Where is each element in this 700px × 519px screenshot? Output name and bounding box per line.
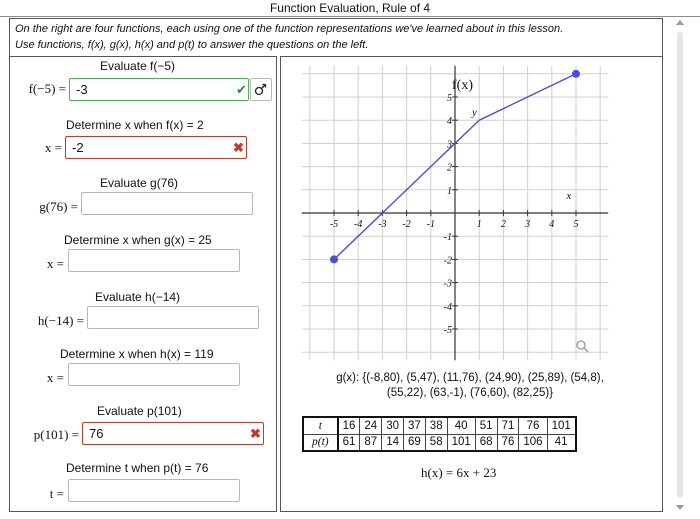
- question-5-label: h(−14) =: [37, 313, 84, 328]
- y-tick-label: -3: [443, 278, 452, 290]
- question-8-input[interactable]: [68, 479, 240, 502]
- instructions-line-2: Use functions, f(x), g(x), h(x) and p(t) to answer the questions on the left.: [15, 39, 369, 51]
- y-tick-label: -5: [443, 325, 452, 336]
- p-table-t-cell: 38: [425, 417, 447, 434]
- incorrect-x-icon: ✖: [250, 426, 261, 441]
- question-3-input[interactable]: [81, 192, 253, 215]
- y-tick-label: -1: [443, 232, 452, 244]
- x-tick-label: -5: [329, 219, 339, 230]
- y-tick-label: 5: [447, 93, 452, 104]
- p-table-p-cell: 69: [404, 434, 426, 451]
- x-tick-label: 5: [573, 219, 579, 230]
- p-table-t-header: t: [303, 417, 338, 434]
- correct-check-icon: ✔: [236, 82, 247, 97]
- question-3-label: g(76) =: [39, 199, 78, 214]
- f-endpoint: [330, 255, 338, 263]
- x-tick-label: 3: [525, 219, 531, 230]
- x-tick-label: 1: [476, 219, 482, 230]
- question-2-prompt: Determine x when f(x) = 2: [66, 118, 204, 132]
- question-1-input[interactable]: [69, 78, 249, 101]
- p-table-t-cell: 16: [338, 417, 360, 434]
- p-table-p-row: [303, 434, 576, 451]
- f-endpoint: [572, 70, 580, 78]
- p-table-p-cell: 58: [425, 434, 447, 451]
- x-tick-label: -1: [426, 219, 435, 230]
- question-3-prompt: Evaluate g(76): [100, 176, 179, 190]
- scrollbar-track[interactable]: [677, 32, 683, 498]
- h-function-formula: h(x) = 6x + 23: [421, 465, 497, 480]
- g-function-pairs: [300, 371, 640, 401]
- p-table-t-cell: 24: [360, 417, 382, 434]
- question-2-input[interactable]: [65, 136, 247, 159]
- graph-title: f(x): [452, 78, 473, 93]
- p-table-t-cell: 101: [547, 417, 576, 434]
- question-4-prompt: Determine x when g(x) = 25: [64, 233, 212, 247]
- p-table-p-cell: 87: [360, 434, 382, 451]
- x-tick-label: 4: [549, 219, 555, 230]
- zoom-icon[interactable]: [577, 341, 585, 349]
- p-table-p-cell: 14: [382, 434, 404, 451]
- p-table-p-cell: 106: [519, 434, 547, 451]
- page-title: Function Evaluation, Rule of 4: [0, 0, 700, 17]
- p-table-t-cell: 51: [475, 417, 497, 434]
- p-table-p-cell: 101: [447, 434, 475, 451]
- p-table-p-header: p(t): [303, 434, 338, 451]
- y-tick-label: 4: [447, 116, 452, 128]
- y-tick-label: 3: [447, 139, 452, 151]
- y-axis-label: y: [471, 106, 477, 119]
- instructions: [9, 18, 663, 56]
- question-7-label: p(101) =: [33, 427, 79, 442]
- x-tick-label: -4: [354, 219, 363, 230]
- scroll-down-icon[interactable]: [676, 505, 684, 510]
- x-tick-label: 2: [500, 219, 506, 230]
- x-axis-label: x: [566, 190, 572, 203]
- question-2-label: x =: [44, 140, 62, 155]
- p-table-t-cell: 37: [404, 417, 426, 434]
- question-6-label: x =: [46, 370, 64, 385]
- p-table-p-cell: 41: [547, 434, 576, 451]
- p-table-t-cell: 71: [497, 417, 519, 434]
- question-5-prompt: Evaluate h(−14): [95, 290, 181, 304]
- zoom-icon-handle[interactable]: [584, 348, 588, 352]
- question-4-input[interactable]: [68, 249, 240, 272]
- p-table-t-cell: 30: [382, 417, 404, 434]
- scroll-up-icon[interactable]: [676, 20, 684, 25]
- question-4-label: x =: [46, 256, 64, 271]
- g-function-line-2: (55,22), (63,-1), (76,60), (82,25)}: [386, 387, 554, 399]
- question-1-prompt: Evaluate f(−5): [100, 59, 176, 73]
- incorrect-x-icon: ✖: [233, 140, 244, 155]
- instructions-line-1: On the right are four functions, each using one of the function representations we've learned about in this lesson.: [15, 23, 564, 35]
- question-8-label: t =: [49, 486, 64, 501]
- g-function-line-1: g(x): {(-8,80), (5,47), (11,76), (24,90), (25,89), (54,8),: [336, 372, 604, 384]
- question-6-prompt: Determine x when h(x) = 119: [60, 347, 214, 361]
- question-5-input[interactable]: [87, 306, 259, 329]
- p-table-p-cell: 61: [338, 434, 360, 451]
- f-graph: [329, 93, 610, 360]
- p-table-p-cell: 76: [497, 434, 519, 451]
- p-table-t-cell: 40: [447, 417, 475, 434]
- question-8-prompt: Determine t when p(t) = 76: [66, 461, 209, 475]
- scrollbar[interactable]: [674, 18, 686, 512]
- x-tick-label: -2: [402, 219, 411, 230]
- p-table: [302, 416, 577, 452]
- y-tick-label: 1: [447, 185, 452, 197]
- math-keyboard-icon: [251, 79, 271, 100]
- question-1-label: f(−5) =: [28, 81, 66, 96]
- y-tick-label: 2: [447, 162, 452, 174]
- question-7-input[interactable]: [82, 422, 264, 445]
- y-tick-label: -4: [443, 301, 452, 313]
- math-keyboard-button[interactable]: [250, 78, 272, 101]
- p-table-t-cell: 76: [519, 417, 547, 434]
- p-table-t-row: [303, 417, 576, 434]
- p-table-p-cell: 68: [475, 434, 497, 451]
- question-7-prompt: Evaluate p(101): [97, 404, 182, 418]
- x-tick-label: -3: [378, 219, 387, 230]
- question-6-input[interactable]: [68, 363, 240, 386]
- y-tick-label: -2: [443, 255, 452, 267]
